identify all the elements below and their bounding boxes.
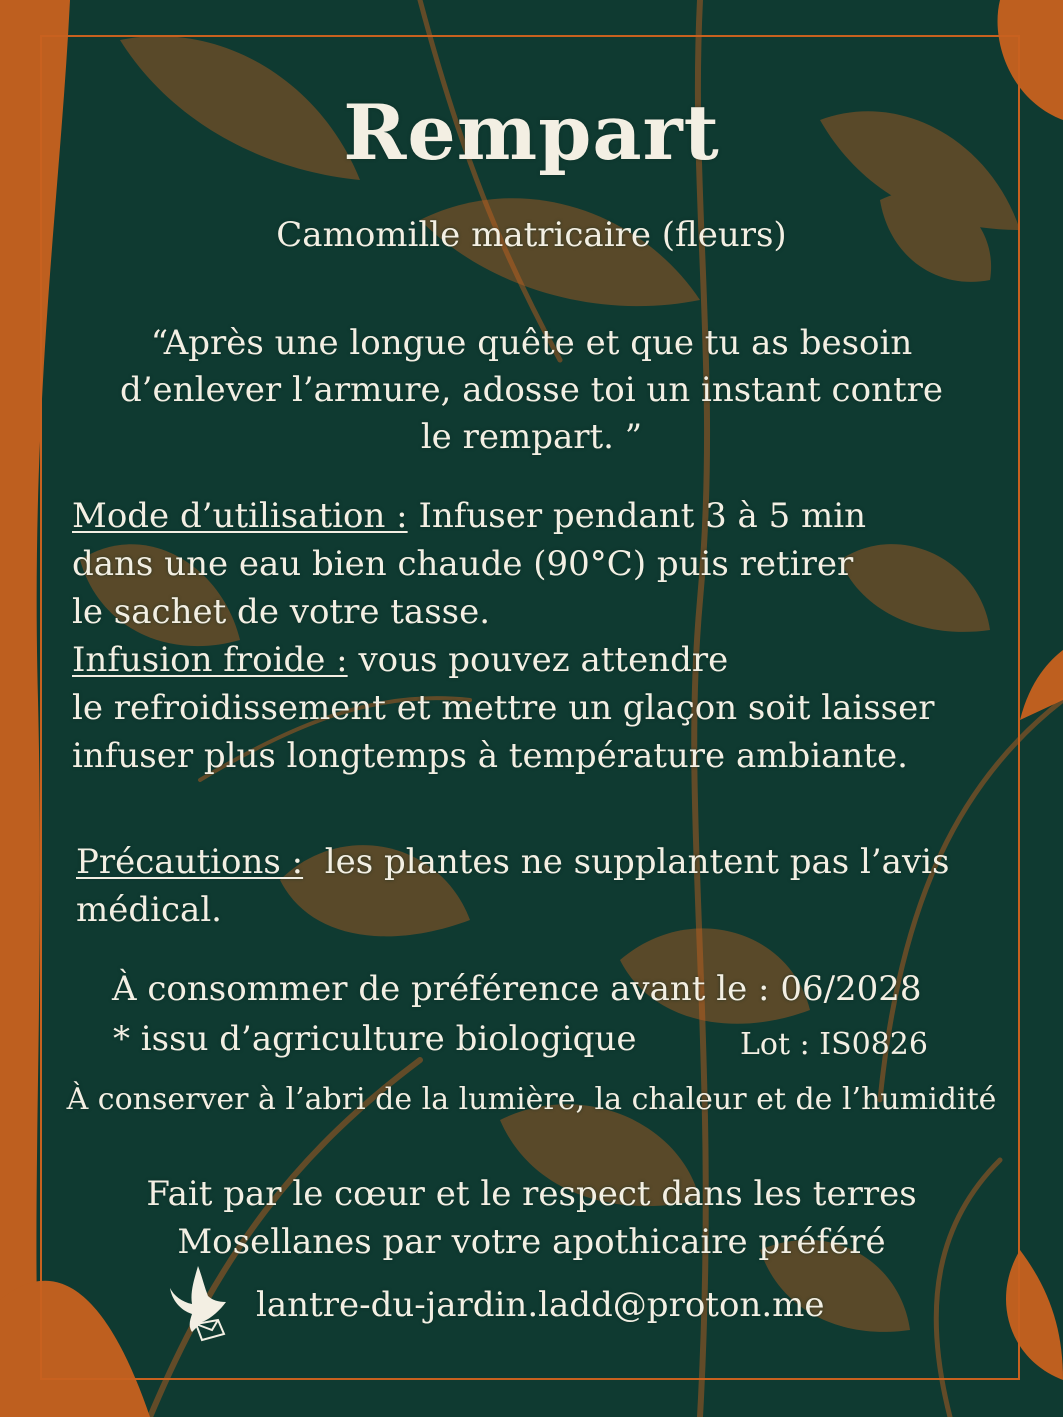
usage-section xyxy=(72,492,934,780)
product-title: Rempart xyxy=(343,88,720,177)
cold-text-2: le refroidissement et mettre un glaçon soit laisser xyxy=(72,688,935,728)
lot-number: Lot : IS0826 xyxy=(740,1027,928,1062)
made-by-text xyxy=(110,1170,953,1266)
ingredient-line: Camomille matricaire (fleurs) xyxy=(276,215,787,255)
mode-text-3: le sachet de votre tasse. xyxy=(72,592,491,632)
precautions-label: Précautions : xyxy=(76,842,304,882)
precautions-line-1 xyxy=(76,838,949,886)
mode-text-1: Infuser pendant 3 à 5 min xyxy=(418,496,867,536)
precautions-section xyxy=(76,838,949,934)
precautions-text-2: médical. xyxy=(76,890,222,930)
storage-instructions: À conserver à l’abri de la lumière, la chaleur et de l’humidité xyxy=(66,1082,997,1117)
cold-text-3: infuser plus longtemps à température ambiante. xyxy=(72,736,908,776)
cold-text-1: vous pouvez attendre xyxy=(358,640,729,680)
organic-note: * issu d’agriculture biologique xyxy=(113,1019,637,1059)
mode-text-2: dans une eau bien chaude (90°C) puis retirer xyxy=(72,544,854,584)
quote-text: “Après une longue quête et que tu as besoin d’enlever l’armure, adosse toi un instant contre le rempart. ” xyxy=(119,323,944,457)
cold-label: Infusion froide : xyxy=(72,640,348,680)
dove-envelope-icon xyxy=(168,1262,234,1342)
product-quote xyxy=(100,320,963,461)
mode-label: Mode d’utilisation : xyxy=(72,496,408,536)
precautions-text-1: les plantes ne supplantent pas l’avis xyxy=(324,842,950,882)
made-by-line: Fait par le cœur et le respect dans les terres Mosellanes par votre apothicaire préféré xyxy=(146,1174,917,1262)
contact-email[interactable]: lantre-du-jardin.ladd@proton.me xyxy=(256,1285,825,1325)
best-before: À consommer de préférence avant le : 06/2028 xyxy=(112,969,922,1009)
cold-line-1 xyxy=(72,636,934,684)
usage-mode-line-1 xyxy=(72,492,934,540)
